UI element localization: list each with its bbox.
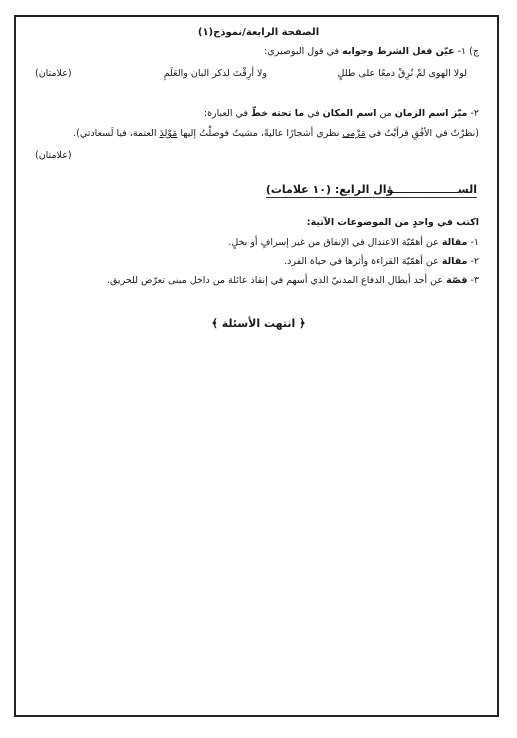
item-text: عن أهمّيّة الاعتدال في الإنفاق من غير إسرافٍ أو بخلٍ. <box>228 237 442 248</box>
marks-label: (علامتان) <box>35 150 72 161</box>
item-number: ٣- <box>467 275 479 286</box>
sentence-part: العتمة، فيا لَسعادتي). <box>73 128 160 139</box>
question-2-prompt <box>204 108 479 119</box>
underlined-word: مَوْلِدَ <box>159 128 178 139</box>
question-text: في <box>304 108 323 119</box>
verse-first-hemistich: لولا الهوى لمْ تُرِقْ دمعًا على طللٍ <box>337 68 467 79</box>
item-number: ٢- <box>467 256 479 267</box>
item-type: قصّة <box>446 275 468 286</box>
topic-item-1 <box>228 237 479 248</box>
topic-item-2 <box>284 256 479 267</box>
topic-item-3 <box>107 275 479 286</box>
question-text: من <box>376 108 395 119</box>
section-heading <box>266 183 477 198</box>
item-text: عن أهمّيّة القراءة وأثرها في حياة الفرد. <box>284 256 442 267</box>
item-type: مقالة <box>441 237 468 248</box>
question-4-instruction: اكتب في واحدٍ من الموضوعات الآتية: <box>306 217 479 228</box>
question-text: في قول البوصيري: <box>264 46 343 57</box>
question-number: ج) ١- <box>454 46 479 57</box>
item-text: عن أحد أبطال الدفاع المدنيّ الذي أسهم في إنقاذ عائلة من داخل مبنى تعرّض للحريق. <box>106 275 447 286</box>
question-keyword: ميّز <box>451 108 468 119</box>
sentence-part: (نظرْتُ في الأفُقِ فرأيْتُ في <box>365 128 479 139</box>
question-number: ٢- <box>467 108 479 119</box>
section-heading-dash: ــــــــــــــــــــ <box>393 183 458 196</box>
item-number: ١- <box>467 237 479 248</box>
question-c1-prompt <box>264 46 479 57</box>
underlined-word: مَرْمى <box>342 128 366 139</box>
page-title: الصفحة الرابعة/نموذج(١) <box>197 27 320 38</box>
question-keyword: اسم الزمان <box>394 108 452 119</box>
question-text: في العبارة: <box>203 108 252 119</box>
section-heading-end: ؤال الرابع: (١٠ علامات) <box>265 183 394 196</box>
question-keyword: اسم المكان <box>322 108 377 119</box>
question-keyword: ما تحته خطّ <box>251 108 305 119</box>
item-type: مقالة <box>441 256 468 267</box>
question-2-sentence <box>73 128 479 139</box>
end-of-questions: ﴿ انتهت الأسئلة ﴾ <box>211 317 306 330</box>
verse-second-hemistich: ولا أرِقْتَ لذكر البان والعَلَمِ <box>163 68 267 79</box>
section-heading-start: الس <box>457 183 477 196</box>
marks-label: (علامتان) <box>35 68 72 79</box>
sentence-part: نظري أشجارًا عاليةً، مشيتُ فوصلْتُ إليها <box>177 128 343 139</box>
question-keyword: عيّن فعل الشرط وجوابه <box>342 46 455 57</box>
page-border <box>14 15 499 717</box>
